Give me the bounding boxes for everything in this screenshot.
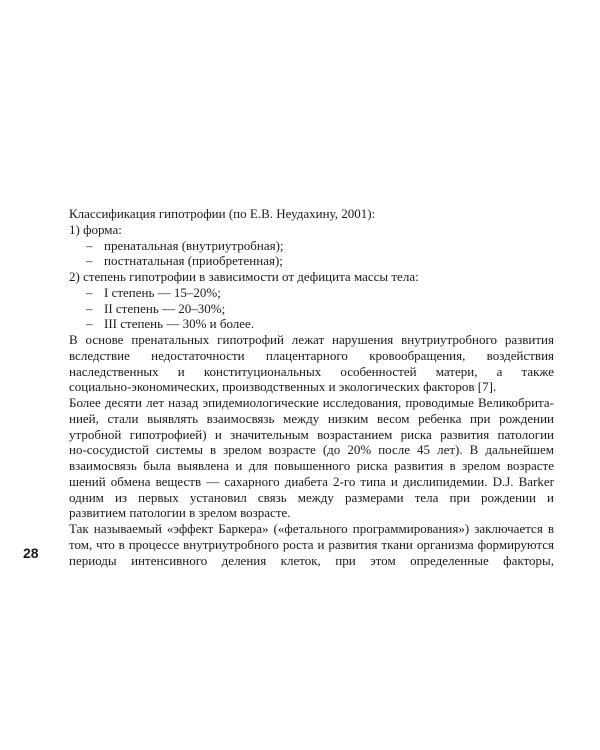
text-line: том, что в процессе внутриутробного роста и развития ткани организма формируются [69, 536, 554, 552]
text-line: шений обмена веществ — сахарного диабета 2-го типа и дислипидемии. D.J. Barker [69, 473, 554, 489]
page-body [69, 206, 554, 568]
text-line: Более десяти лет назад эпидемиологические исследования, проводимые Великобрита- [69, 395, 554, 410]
text-line: В основе пренатальных гипотрофий лежат нарушения внутриутробного развития [69, 332, 554, 347]
list-item-text: постнатальная (приобретенная); [104, 253, 283, 269]
list-item-text: пренатальная (внутриутробная); [104, 237, 284, 253]
text-line: периоды интенсивного деления клеток, при этом определенные факторы, [69, 552, 554, 568]
page-number: 28 [23, 545, 39, 561]
list-item: – постнатальная (приобретенная); [86, 253, 283, 269]
list-item-text: I степень — 15–20%; [104, 284, 221, 300]
form-title: 1) форма: [69, 221, 122, 237]
paragraph-barker-effect [69, 521, 554, 568]
text-line: Так называемый «эффект Баркера» («фетального программирования») заключается в [69, 521, 554, 536]
text-line: но-сосудистой системы в зрелом возрасте (до 20% после 45 лет). В дальнейшем [69, 442, 554, 458]
list-item: – III степень — 30% и более. [86, 316, 255, 332]
text-line: социально-экономических, производственных и экологических факторов [7]. [69, 379, 497, 395]
paragraph-prenatal [69, 332, 554, 395]
text-line: развитием патологии в зрелом возрасте. [69, 505, 291, 521]
list-item: – I степень — 15–20%; [86, 284, 221, 300]
text-line: одним из первых установил связь между размерами тела при рождении и [69, 489, 554, 505]
text-line: взаимосвязь была выявлена и для повышенного риска развития в зрелом возрасте [69, 458, 554, 473]
classification-heading: Классификация гипотрофии (по Е.В. Неудахину, 2001): [69, 206, 376, 221]
list-item-text: III степень — 30% и более. [104, 316, 255, 332]
degree-title: 2) степень гипотрофии в зависимости от дефицита массы тела: [69, 269, 419, 284]
list-item-text: II степень — 20–30%; [104, 300, 226, 316]
text-line: вследствие недостаточности плацентарного кровообращения, воздействия [69, 347, 554, 363]
paragraph-barker-research [69, 395, 554, 521]
list-item: – пренатальная (внутриутробная); [86, 237, 284, 253]
list-item: – II степень — 20–30%; [86, 300, 226, 316]
text-line: утробной гипотрофией) и значительным возрастанием риска развития патологии [69, 426, 554, 442]
text-line: наследственных и конституциональных особенностей матери, а также [69, 363, 554, 379]
text-line: нией, стали выявлять взаимосвязь между низким весом ребенка при рождении [69, 410, 554, 426]
